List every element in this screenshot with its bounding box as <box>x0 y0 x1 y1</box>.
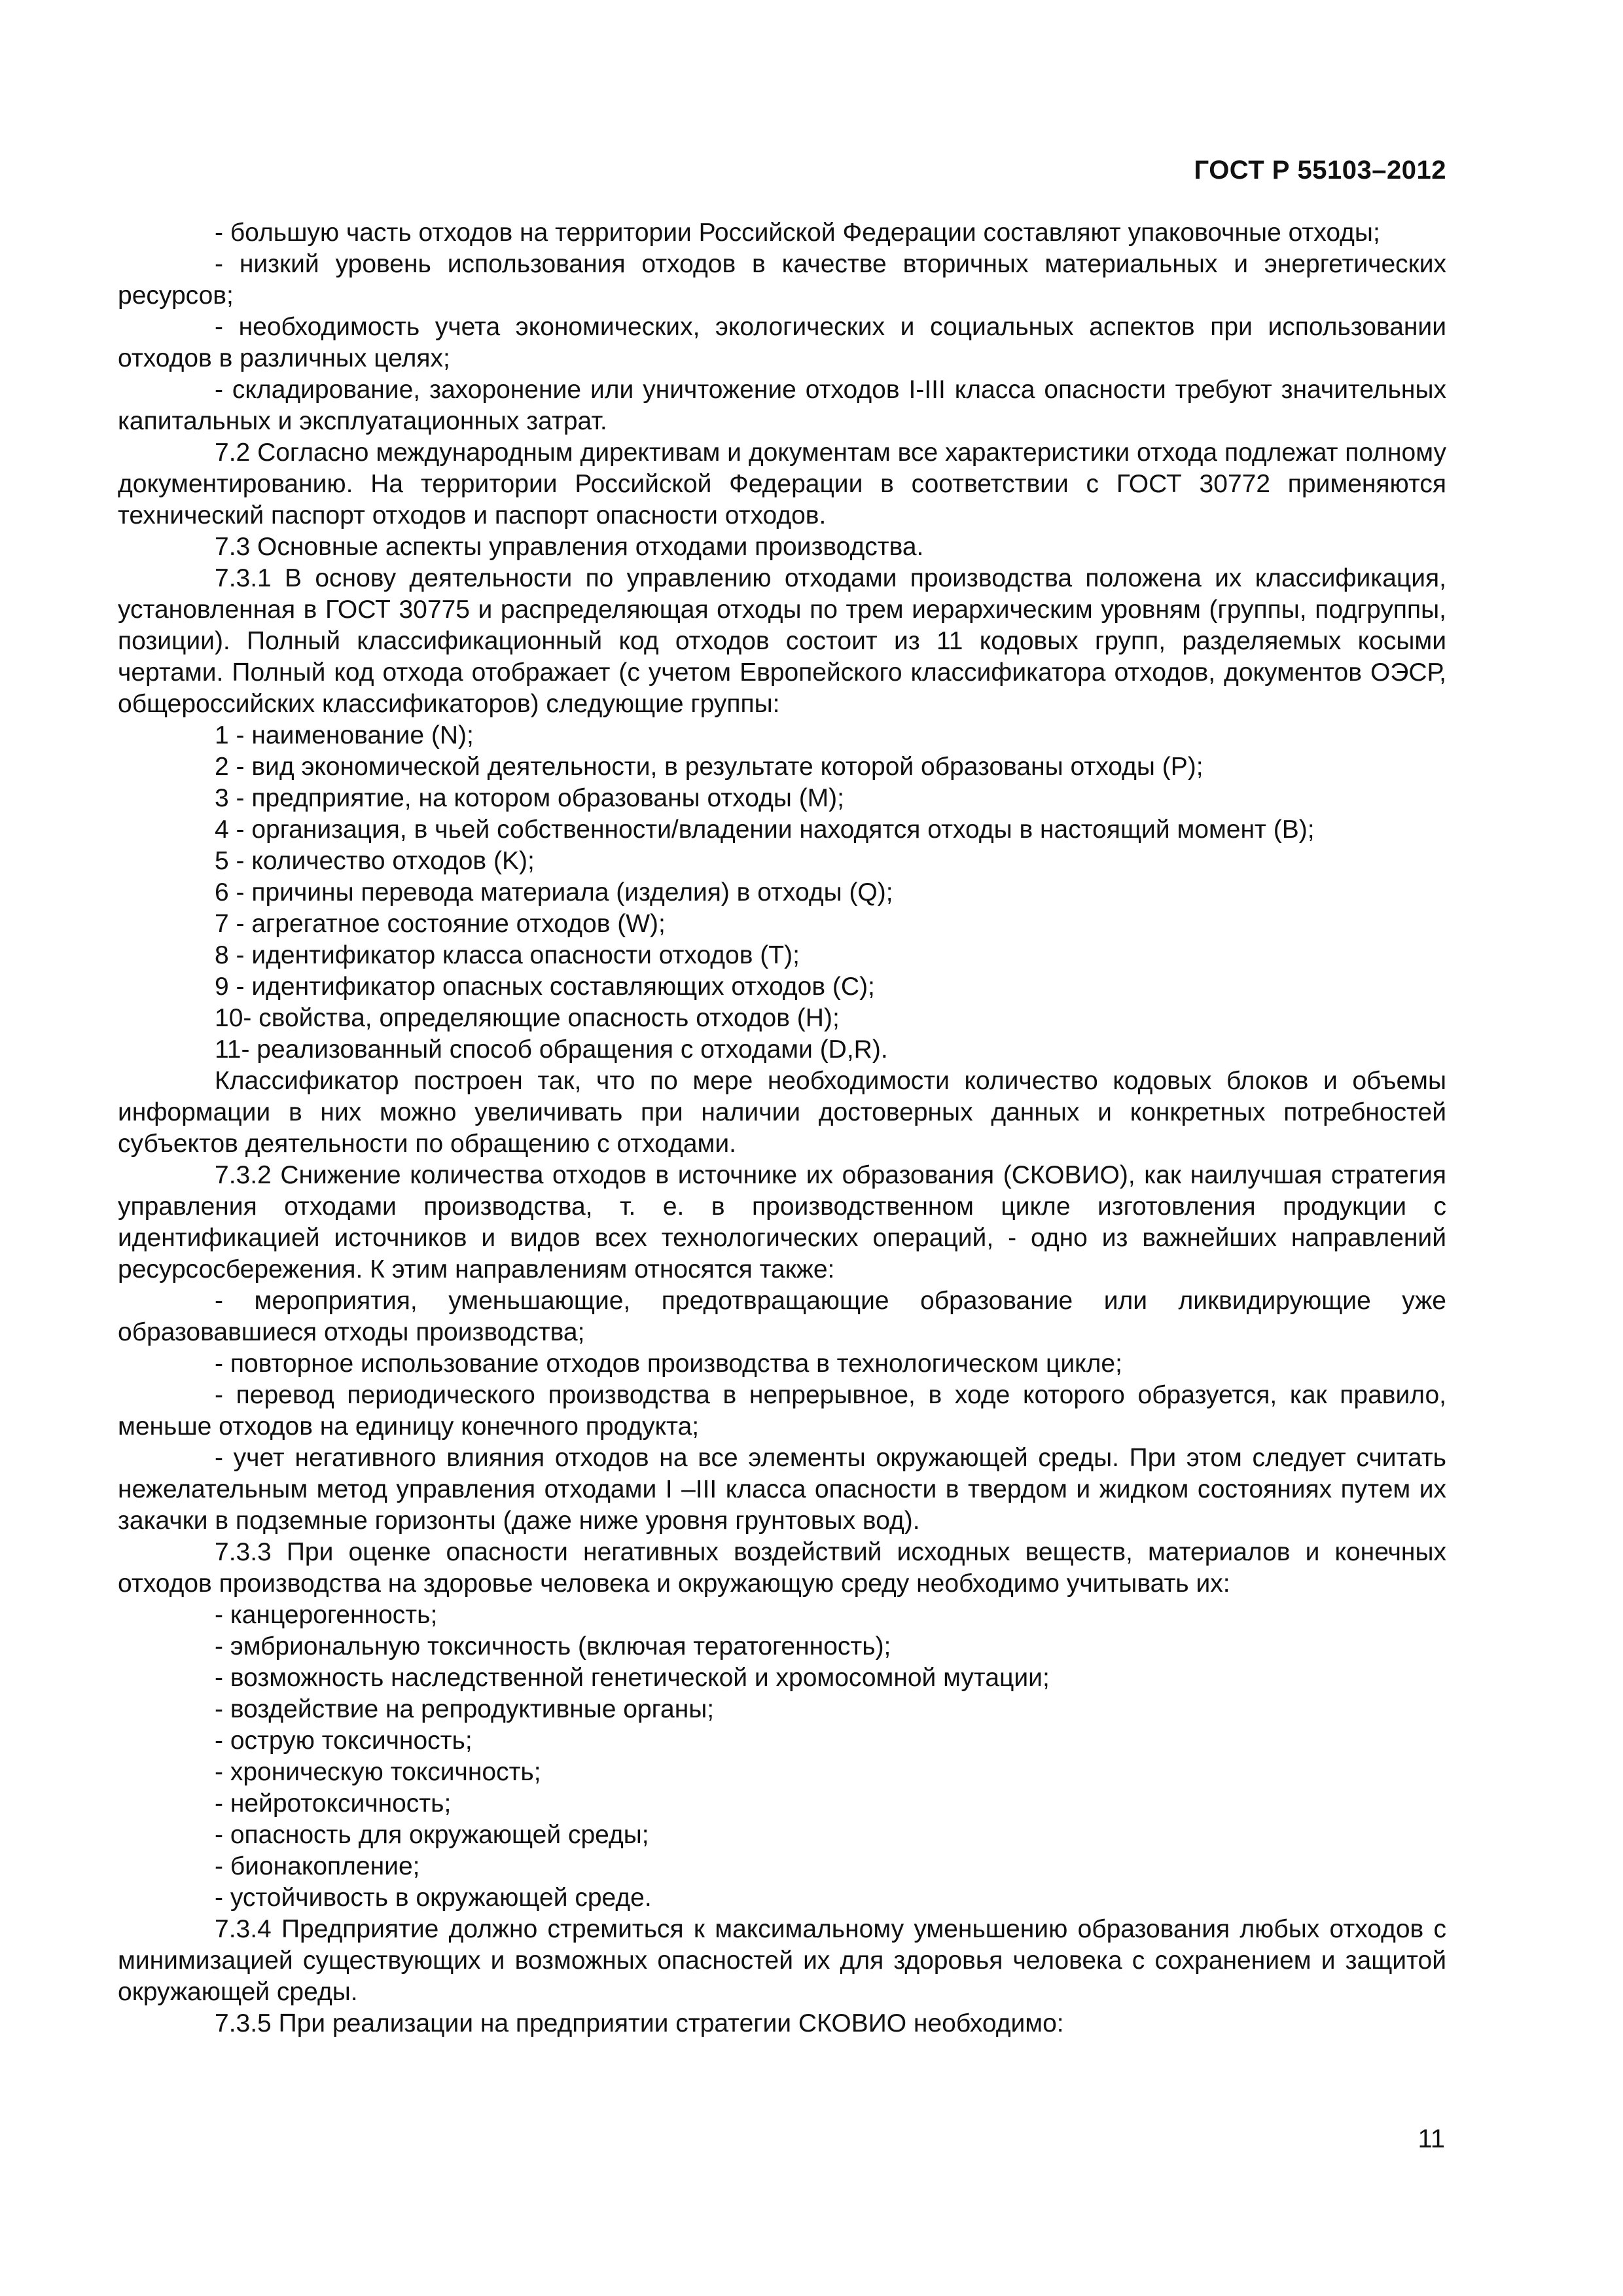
code-group-5: 5 - количество отходов (K); <box>215 847 535 875</box>
intro-item-3: - необходимость учета экономических, экологических и социальных аспектов при использовании отходов в различных целях; <box>118 313 1446 372</box>
code-group-8: 8 - идентификатор класса опасности отходов (T); <box>215 941 800 969</box>
skovio-item-4: - учет негативного влияния отходов на все элементы окружающей среды. При этом следует считать нежелательным метод управления отходами I –III класса опасности в твердом и жидком состояниях путем их закачки в подземные горизонты (даже ниже уровня грунтовых вод). <box>118 1444 1446 1535</box>
hazard-item-1: - канцерогенность; <box>215 1601 438 1629</box>
classifier-note: Классификатор построен так, что по мере необходимости количество кодовых блоков и объемы информации в них можно увеличивать при наличии достоверных данных и конкретных потребностей субъектов деятельности по обращению с отходами. <box>118 1067 1446 1158</box>
section-7-3-4: 7.3.4 Предприятие должно стремиться к максимальному уменьшению образования любых отходов с минимизацией существующих и возможных опасностей их для здоровья человека с сохранением и защитой окружающей среды. <box>118 1915 1446 2006</box>
code-group-9: 9 - идентификатор опасных составляющих отходов (C); <box>215 973 875 1001</box>
skovio-item-3: - перевод периодического производства в непрерывное, в ходе которого образуется, как правило, меньше отходов на единицу конечного продукта; <box>118 1381 1446 1441</box>
hazard-item-7: - нейротоксичность; <box>215 1789 452 1818</box>
hazard-item-9: - бионакопление; <box>215 1852 420 1880</box>
code-group-7: 7 - агрегатное состояние отходов (W); <box>215 910 666 938</box>
code-group-1: 1 - наименование (N); <box>215 721 474 749</box>
code-group-4: 4 - организация, в чьей собственности/владении находятся отходы в настоящий момент (B); <box>215 816 1315 844</box>
hazard-item-10: - устойчивость в окружающей среде. <box>215 1884 652 1912</box>
code-group-6: 6 - причины перевода материала (изделия) в отходы (Q); <box>215 878 893 906</box>
code-group-2: 2 - вид экономической деятельности, в результате которой образованы отходы (P); <box>215 753 1204 781</box>
section-7-3-5: 7.3.5 При реализации на предприятии стратегии СКОВИО необходимо: <box>215 2009 1064 2037</box>
code-group-11: 11- реализованный способ обращения с отходами (D,R). <box>215 1035 888 1064</box>
hazard-item-4: - воздействие на репродуктивные органы; <box>215 1695 715 1723</box>
section-7-3: 7.3 Основные аспекты управления отходами производства. <box>215 533 924 561</box>
section-7-2: 7.2 Согласно международным директивам и документам все характеристики отхода подлежат полному документированию. На территории Российской Федерации в соответствии с ГОСТ 30772 применяются технический паспорт отходов и паспорт опасности отходов. <box>118 439 1446 529</box>
page-number: 11 <box>1418 2125 1445 2153</box>
skovio-item-1: - мероприятия, уменьшающие, предотвращающие образование или ликвидирующие уже образовавшиеся отходы производства; <box>118 1287 1446 1346</box>
hazard-item-3: - возможность наследственной генетической и хромосомной мутации; <box>215 1664 1050 1692</box>
document-header: ГОСТ Р 55103–2012 <box>1194 156 1446 185</box>
section-7-3-2: 7.3.2 Снижение количества отходов в источнике их образования (СКОВИО), как наилучшая стратегия управления отходами производства, т. е. в производственном цикле изготовления продукции с идентификацией источников и видов всех технологических операций, - одно из важнейших направлений ресурсосбережения. К этим направлениям относятся также: <box>118 1161 1446 1283</box>
hazard-item-6: - хроническую токсичность; <box>215 1758 541 1786</box>
section-7-3-3: 7.3.3 При оценке опасности негативных воздействий исходных веществ, материалов и конечных отходов производства на здоровье человека и окружающую среду необходимо учитывать их: <box>118 1538 1446 1598</box>
section-7-3-1: 7.3.1 В основу деятельности по управлению отходами производства положена их классификация, установленная в ГОСТ 30775 и распределяющая отходы по трем иерархическим уровням (группы, подгруппы, позиции). Полный классификационный код отходов состоит из 11 кодовых групп, разделяемых косыми чертами. Полный код отхода отображает (с учетом Европейского классификатора отходов, документов ОЭСР, общероссийских классификаторов) следующие группы: <box>118 564 1446 718</box>
hazard-item-2: - эмбриональную токсичность (включая тератогенность); <box>215 1632 891 1660</box>
intro-item-1: - большую часть отходов на территории Российской Федерации составляют упаковочные отходы; <box>215 219 1380 247</box>
code-group-10: 10- свойства, определяющие опасность отходов (H); <box>215 1004 840 1032</box>
skovio-item-2: - повторное использование отходов производства в технологическом цикле; <box>215 1350 1122 1378</box>
code-group-3: 3 - предприятие, на котором образованы отходы (M); <box>215 784 844 812</box>
hazard-item-5: - острую токсичность; <box>215 1727 473 1755</box>
page-body <box>118 217 1446 2039</box>
hazard-item-8: - опасность для окружающей среды; <box>215 1821 649 1849</box>
intro-item-2: - низкий уровень использования отходов в качестве вторичных материальных и энергетических ресурсов; <box>118 250 1446 310</box>
intro-item-4: - складирование, захоронение или уничтожение отходов I-III класса опасности требуют значительных капитальных и эксплуатационных затрат. <box>118 376 1446 435</box>
